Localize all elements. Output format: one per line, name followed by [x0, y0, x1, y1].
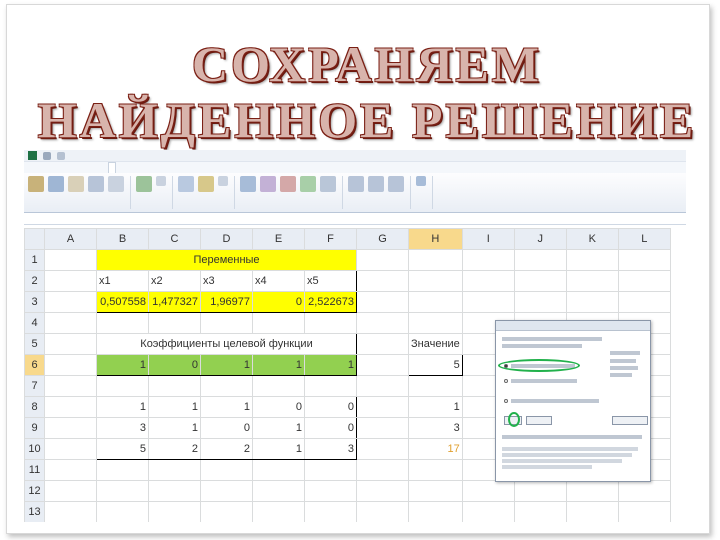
cell[interactable]: [149, 313, 201, 334]
column-header[interactable]: G: [357, 229, 409, 250]
tab-home[interactable]: [48, 162, 54, 173]
cell[interactable]: [357, 271, 409, 292]
cell-x2[interactable]: x2: [149, 271, 201, 292]
cell[interactable]: [409, 460, 463, 481]
objective-coefficients-header[interactable]: Коэффициенты целевой функции: [97, 334, 357, 355]
cell[interactable]: [45, 481, 97, 502]
tab-layout[interactable]: [88, 162, 94, 173]
cell[interactable]: [409, 502, 463, 523]
ribbon-group-outline: [348, 176, 411, 209]
ok-highlight-ellipse: [508, 412, 520, 427]
row-header[interactable]: 7: [25, 376, 45, 397]
cell[interactable]: [514, 271, 566, 292]
text-icon[interactable]: [68, 176, 84, 192]
report-item[interactable]: [610, 359, 636, 363]
row-header-selected[interactable]: 6: [25, 355, 45, 376]
row-header[interactable]: 4: [25, 313, 45, 334]
highlight-ellipse: [498, 359, 580, 372]
cell[interactable]: [618, 502, 670, 523]
cell[interactable]: [462, 292, 514, 313]
cell[interactable]: [201, 460, 253, 481]
remove-duplicates-icon[interactable]: [260, 176, 276, 192]
advanced-filter-icon[interactable]: [218, 176, 228, 186]
cell[interactable]: [201, 313, 253, 334]
cell-e6[interactable]: 1: [253, 355, 305, 376]
ribbon-group-connections: [136, 176, 173, 209]
row-header[interactable]: 10: [25, 439, 45, 460]
cell[interactable]: [45, 502, 97, 523]
cell-x4[interactable]: x4: [253, 271, 305, 292]
cell[interactable]: [149, 376, 201, 397]
cell[interactable]: [45, 271, 97, 292]
cell-x1[interactable]: x1: [97, 271, 149, 292]
cell-b3[interactable]: 0,507558: [97, 292, 149, 313]
save-scenario-button[interactable]: [612, 416, 648, 425]
variables-header-cell[interactable]: Переменные: [97, 250, 357, 271]
cell[interactable]: [357, 502, 409, 523]
cell-c9[interactable]: 1: [149, 418, 201, 439]
row-header[interactable]: 11: [25, 460, 45, 481]
tab-review[interactable]: [130, 162, 136, 173]
cell[interactable]: [618, 271, 670, 292]
cell[interactable]: [462, 481, 514, 502]
cell[interactable]: [97, 502, 149, 523]
column-header[interactable]: F: [305, 229, 357, 250]
cell[interactable]: [462, 502, 514, 523]
cell[interactable]: [149, 502, 201, 523]
table-row: [25, 250, 671, 271]
cell[interactable]: [409, 376, 463, 397]
status-detail: [502, 465, 592, 469]
dialog-title-bar: [496, 321, 650, 331]
what-if-icon[interactable]: [320, 176, 336, 192]
filter-icon[interactable]: [198, 176, 214, 192]
cell[interactable]: [45, 376, 97, 397]
cell[interactable]: [45, 418, 97, 439]
cell[interactable]: [409, 271, 463, 292]
cell-c10[interactable]: 2: [149, 439, 201, 460]
cell[interactable]: [45, 397, 97, 418]
cell[interactable]: [201, 502, 253, 523]
cell[interactable]: [618, 481, 670, 502]
cell[interactable]: [514, 502, 566, 523]
row-header[interactable]: 1: [25, 250, 45, 271]
cell[interactable]: [305, 376, 357, 397]
cell-d9[interactable]: 0: [201, 418, 253, 439]
status-line: [502, 435, 642, 439]
cell[interactable]: [201, 481, 253, 502]
solver-icon[interactable]: [416, 176, 426, 186]
column-header[interactable]: E: [253, 229, 305, 250]
cell[interactable]: [45, 355, 97, 376]
return-dialog-label: [511, 399, 599, 403]
cell[interactable]: [618, 250, 670, 271]
row-header[interactable]: 9: [25, 418, 45, 439]
excel-logo-icon: [28, 151, 37, 160]
cell[interactable]: [253, 460, 305, 481]
cell[interactable]: [305, 502, 357, 523]
cell-h9[interactable]: 3: [409, 418, 463, 439]
undo-icon[interactable]: [57, 152, 65, 160]
cancel-button[interactable]: [526, 416, 552, 425]
tab-file[interactable]: [28, 162, 34, 173]
cell-d3[interactable]: 1,96977: [201, 292, 253, 313]
cell-b6[interactable]: 1: [97, 355, 149, 376]
cell-e10[interactable]: 1: [253, 439, 305, 460]
restore-values-label: [511, 379, 577, 383]
subtotal-icon[interactable]: [388, 176, 404, 192]
cell[interactable]: [305, 313, 357, 334]
row-header[interactable]: 3: [25, 292, 45, 313]
cell[interactable]: [45, 460, 97, 481]
ribbon-group-sort-filter: [178, 176, 235, 209]
cell[interactable]: [409, 481, 463, 502]
cell[interactable]: [253, 502, 305, 523]
cell[interactable]: [357, 376, 409, 397]
select-all-corner[interactable]: [25, 229, 45, 250]
cell[interactable]: [97, 313, 149, 334]
cell[interactable]: [357, 313, 409, 334]
table-row: [25, 502, 671, 523]
status-detail: [502, 459, 622, 463]
cell[interactable]: [45, 250, 97, 271]
cell[interactable]: [566, 271, 618, 292]
other-sources-icon[interactable]: [88, 176, 104, 192]
return-dialog-checkbox[interactable]: [504, 399, 508, 403]
cell[interactable]: [357, 481, 409, 502]
cell[interactable]: [45, 313, 97, 334]
access-icon[interactable]: [28, 176, 44, 192]
cell-c8[interactable]: 1: [149, 397, 201, 418]
cell[interactable]: [357, 397, 409, 418]
group-icon[interactable]: [348, 176, 364, 192]
report-item[interactable]: [610, 373, 632, 377]
cell-d8[interactable]: 1: [201, 397, 253, 418]
cell[interactable]: [514, 250, 566, 271]
connections-icon[interactable]: [108, 176, 124, 192]
objective-value-cell[interactable]: 5: [409, 355, 463, 376]
cell-h10[interactable]: 17: [409, 439, 463, 460]
cell-f6[interactable]: 1: [305, 355, 357, 376]
cell-x3[interactable]: x3: [201, 271, 253, 292]
cell[interactable]: [253, 481, 305, 502]
cell[interactable]: [357, 292, 409, 313]
column-header[interactable]: K: [566, 229, 618, 250]
column-header-selected[interactable]: H: [409, 229, 463, 250]
quick-access-toolbar: [24, 150, 686, 162]
column-header[interactable]: J: [514, 229, 566, 250]
cell-b8[interactable]: 1: [97, 397, 149, 418]
row-header[interactable]: 8: [25, 397, 45, 418]
column-header[interactable]: I: [462, 229, 514, 250]
sort-icon[interactable]: [178, 176, 194, 192]
table-row: [25, 292, 671, 313]
cell-e8[interactable]: 0: [253, 397, 305, 418]
cell[interactable]: [45, 334, 97, 355]
cell[interactable]: [514, 292, 566, 313]
cell[interactable]: [149, 481, 201, 502]
row-header[interactable]: 13: [25, 502, 45, 523]
cell[interactable]: [45, 292, 97, 313]
cell-e9[interactable]: 1: [253, 418, 305, 439]
cell-h8[interactable]: 1: [409, 397, 463, 418]
status-detail: [502, 447, 638, 451]
cell[interactable]: [45, 439, 97, 460]
cell[interactable]: [409, 313, 463, 334]
column-header[interactable]: L: [618, 229, 670, 250]
cell[interactable]: [462, 250, 514, 271]
cell[interactable]: [357, 250, 409, 271]
cell[interactable]: [149, 460, 201, 481]
cell[interactable]: [409, 292, 463, 313]
cell[interactable]: [566, 250, 618, 271]
row-header[interactable]: 12: [25, 481, 45, 502]
cell-d6[interactable]: 1: [201, 355, 253, 376]
cell[interactable]: [305, 460, 357, 481]
solver-results-dialog: [495, 320, 651, 482]
cell-f3[interactable]: 2,522673: [305, 292, 357, 313]
cell-c3[interactable]: 1,477327: [149, 292, 201, 313]
cell[interactable]: [357, 334, 409, 355]
value-header-cell[interactable]: Значение: [409, 334, 463, 355]
cell[interactable]: [253, 313, 305, 334]
cell[interactable]: [357, 355, 409, 376]
data-validation-icon[interactable]: [280, 176, 296, 192]
cell[interactable]: [357, 418, 409, 439]
cell[interactable]: [514, 481, 566, 502]
cell-x5[interactable]: x5: [305, 271, 357, 292]
cell-b10[interactable]: 5: [97, 439, 149, 460]
ungroup-icon[interactable]: [368, 176, 384, 192]
status-detail: [502, 453, 632, 457]
ribbon-group-analysis: [416, 176, 433, 209]
cell-c6[interactable]: 0: [149, 355, 201, 376]
consolidate-icon[interactable]: [300, 176, 316, 192]
row-header[interactable]: 5: [25, 334, 45, 355]
row-header[interactable]: 2: [25, 271, 45, 292]
table-row: [25, 271, 671, 292]
table-row: [25, 481, 671, 502]
cell-e3[interactable]: 0: [253, 292, 305, 313]
cell[interactable]: [618, 292, 670, 313]
cell[interactable]: [357, 460, 409, 481]
cell[interactable]: [409, 250, 463, 271]
refresh-all-icon[interactable]: [136, 176, 152, 192]
column-header[interactable]: C: [149, 229, 201, 250]
tab-insert[interactable]: [68, 162, 74, 173]
cell[interactable]: [566, 502, 618, 523]
text-to-columns-icon[interactable]: [240, 176, 256, 192]
ribbon-tabs: [24, 162, 686, 173]
cell[interactable]: [97, 481, 149, 502]
ribbon-group-data-tools: [240, 176, 343, 209]
cell-b9[interactable]: 3: [97, 418, 149, 439]
cell[interactable]: [97, 460, 149, 481]
web-icon[interactable]: [48, 176, 64, 192]
cell[interactable]: [566, 481, 618, 502]
cell[interactable]: [357, 439, 409, 460]
cell[interactable]: [305, 481, 357, 502]
slide-title-line1: СОХРАНЯЕМ: [192, 36, 542, 92]
properties-icon[interactable]: [156, 176, 166, 186]
column-header[interactable]: D: [201, 229, 253, 250]
save-icon[interactable]: [43, 152, 51, 160]
dialog-message: [502, 337, 602, 341]
cell-f10[interactable]: 3: [305, 439, 357, 460]
ribbon-group-external-data: [28, 176, 131, 209]
formula-bar[interactable]: [24, 213, 686, 225]
cell[interactable]: [97, 376, 149, 397]
cell[interactable]: [201, 376, 253, 397]
column-header[interactable]: A: [45, 229, 97, 250]
cell[interactable]: [253, 376, 305, 397]
cell-f8[interactable]: 0: [305, 397, 357, 418]
slide-title-line2: НАЙДЕННОЕ РЕШЕНИЕ: [37, 92, 697, 148]
cell[interactable]: [566, 292, 618, 313]
dialog-message-line: [502, 344, 582, 348]
tab-data[interactable]: [108, 162, 116, 173]
column-header[interactable]: B: [97, 229, 149, 250]
column-header-row: [25, 229, 671, 250]
cell-f9[interactable]: 0: [305, 418, 357, 439]
reports-label: [610, 351, 640, 355]
restore-values-radio[interactable]: [504, 379, 508, 383]
cell-d10[interactable]: 2: [201, 439, 253, 460]
ribbon: [24, 173, 686, 213]
cell[interactable]: [462, 271, 514, 292]
report-item[interactable]: [610, 366, 638, 370]
